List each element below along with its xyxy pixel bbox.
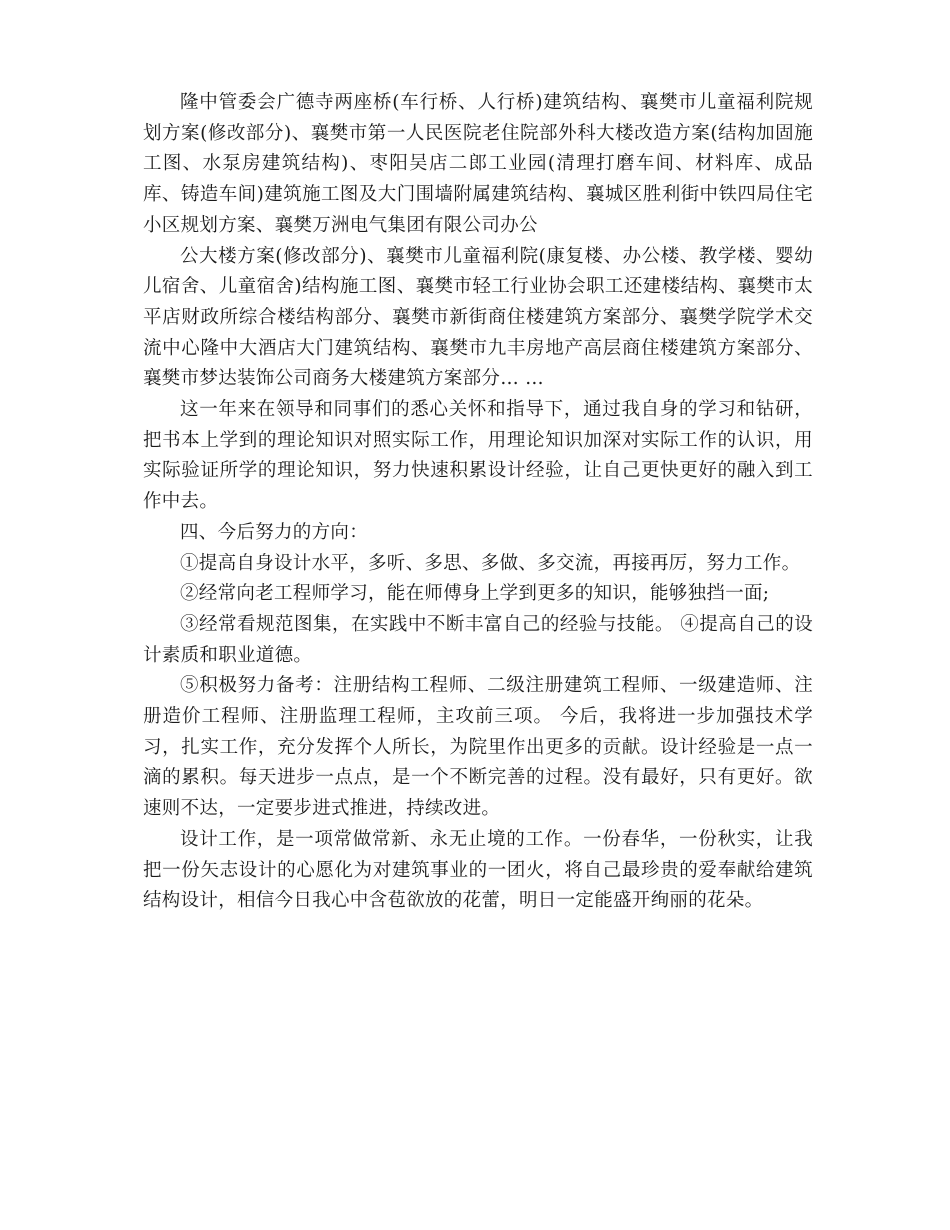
- list-item-5: ⑤积极努力备考：注册结构工程师、二级注册建筑工程师、一级建造师、注册造价工程师、注册监理工程师，主攻前三项。 今后，我将进一步加强技术学习，扎实工作，充分发挥个人所长，为院里作出更多的贡献。设计经验是一点一滴的累积。每天进步一点点，是一个不断完善的过程。没有最好，只有更好。欲速则不达，一定要步进式推进，持续改进。: [143, 675, 813, 820]
- list-item-3-4: ③经常看规范图集，在实践中不断丰富自己的经验与技能。 ④提高自己的设计素质和职业道德。: [143, 613, 813, 666]
- list-item-2: ②经常向老工程师学习，能在师傅身上学到更多的知识，能够独挡一面;: [180, 583, 770, 605]
- document-body: [143, 88, 813, 917]
- paragraph-learning-summary: 这一年来在领导和同事们的悉心关怀和指导下，通过我自身的学习和钻研，把书本上学到的理论知识对照实际工作，用理论知识加深对实际工作的认识，用实际验证所学的理论知识，努力快速积累设计经验，让自己更快更好的融入到工作中去。: [143, 399, 813, 513]
- list-item-1: ①提高自身设计水平，多听、多思、多做、多交流，再接再厉，努力工作。: [180, 552, 801, 574]
- paragraph-project-list-2: 公大楼方案(修改部分)、襄樊市儿童福利院(康复楼、办公楼、教学楼、婴幼儿宿舍、儿童宿舍)结构施工图、襄樊市轻工行业协会职工还建楼结构、襄樊市太平店财政所综合楼结构部分、襄樊市新街商住楼建筑方案部分、襄樊学院学术交流中心隆中大酒店大门建筑结构、襄樊市九丰房地产高层商住楼建筑方案部分、襄樊市梦达装饰公司商务大楼建筑方案部分… …: [143, 245, 813, 390]
- paragraph-project-list-1: 隆中管委会广德寺两座桥(车行桥、人行桥)建筑结构、襄樊市儿童福利院规划方案(修改部分)、襄樊市第一人民医院老住院部外科大楼改造方案(结构加固施工图、水泵房建筑结构)、枣阳吴店二郎工业园(清理打磨车间、材料库、成品库、铸造车间)建筑施工图及大门围墙附属建筑结构、襄城区胜利街中铁四局住宅小区规划方案、襄樊万洲电气集团有限公司办公: [143, 92, 813, 236]
- paragraph-conclusion: 设计工作，是一项常做常新、永无止境的工作。一份春华，一份秋实，让我把一份矢志设计的心愿化为对建筑事业的一团火，将自己最珍贵的爱奉献给建筑结构设计，相信今日我心中含苞欲放的花蕾，明日一定能盛开绚丽的花朵。: [143, 828, 813, 912]
- section-heading-future-direction: 四、今后努力的方向：: [180, 521, 369, 543]
